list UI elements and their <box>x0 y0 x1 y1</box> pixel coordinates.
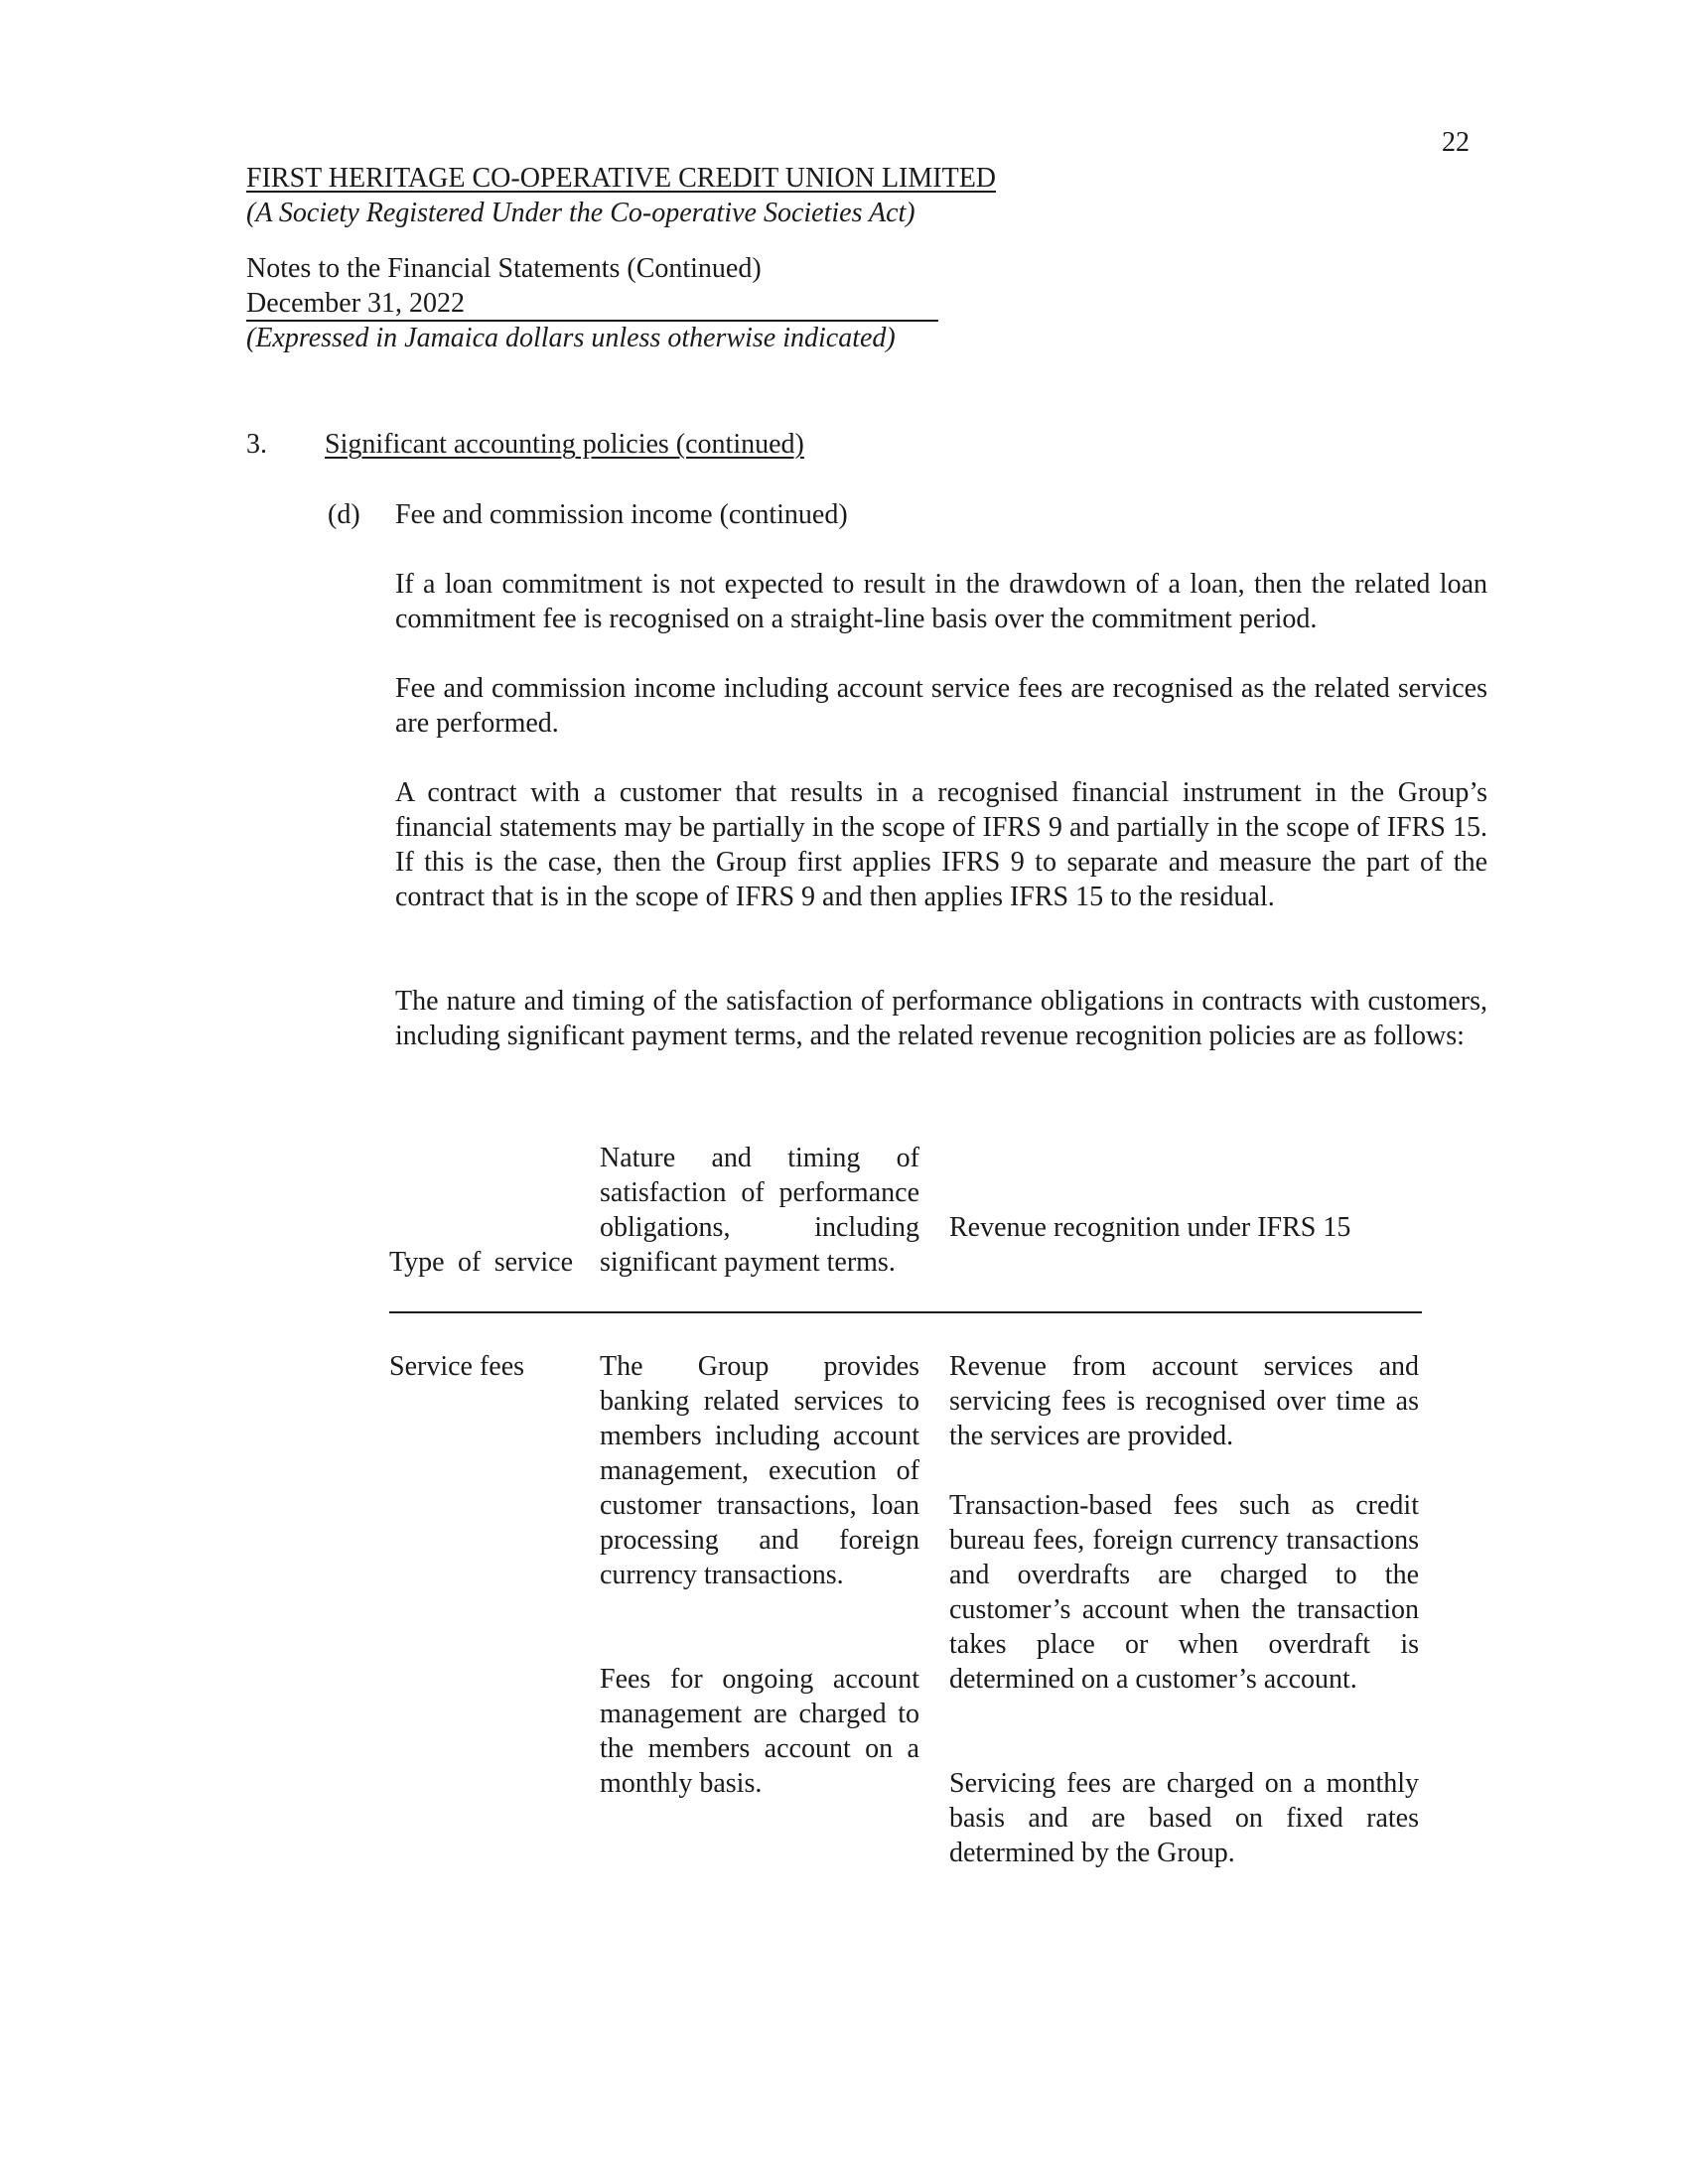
table-cell-revenue: Revenue from account services and servicing fees is recognised over time as the services are provided. <box>949 1351 1419 1451</box>
paragraph: Fee and commission income including account service fees are recognised as the related services are performed. <box>395 673 1487 739</box>
table-header-rule <box>389 1311 1422 1313</box>
statement-date: December 31, 2022 <box>246 288 466 319</box>
table-cell-revenue: Transaction-based fees such as credit bureau fees, foreign currency transactions and overdrafts are charged to the customer’s account when the transaction takes place or when overdraft is determined on a customer’s account. <box>949 1490 1419 1695</box>
org-name: FIRST HERITAGE CO-OPERATIVE CREDIT UNION LIMITED <box>246 163 997 194</box>
paragraph: The nature and timing of the satisfaction of performance obligations in contracts with customers, including significant payment terms, and the related revenue recognition policies are as follows: <box>395 986 1487 1051</box>
notes-title: Notes to the Financial Statements (Continued) <box>246 253 762 284</box>
table-cell-nature: The Group provides banking related services to members including account management, execution of customer transactions, loan processing and foreign currency transactions. <box>600 1351 919 1590</box>
table-header-type: Type of service <box>389 1247 573 1278</box>
table-cell-revenue: Servicing fees are charged on a monthly basis and are based on fixed rates determined by the Group. <box>949 1768 1419 1868</box>
subsection-label: (d) <box>328 499 360 530</box>
table-header-revenue: Revenue recognition under IFRS 15 <box>949 1212 1351 1243</box>
table-cell-type: Service fees <box>389 1351 525 1382</box>
org-subtitle: (A Society Registered Under the Co-operative Societies Act) <box>246 198 915 228</box>
page-number: 22 <box>1442 127 1470 158</box>
paragraph: A contract with a customer that results in a recognised financial instrument in the Group’s financial statements may be partially in the scope of IFRS 9 and partially in the scope of IFRS 15. If this is the case, then the Group first applies IFRS 9 to separate and measure the part of the contract that is in the scope of IFRS 9 and then applies IFRS 15 to the residual. <box>395 777 1487 912</box>
table-cell-nature: Fees for ongoing account management are charged to the members account on a monthly basis. <box>600 1664 919 1799</box>
currency-note: (Expressed in Jamaica dollars unless otherwise indicated) <box>246 323 896 353</box>
paragraph: If a loan commitment is not expected to result in the drawdown of a loan, then the related loan commitment fee is recognised on a straight-line basis over the commitment period. <box>395 569 1487 634</box>
section-title: Significant accounting policies (continued) <box>325 429 804 460</box>
section-number: 3. <box>246 429 267 460</box>
subsection-title: Fee and commission income (continued) <box>395 499 848 530</box>
table-header-nature: Nature and timing of satisfaction of performance obligations, including significant payment terms. <box>600 1143 919 1278</box>
